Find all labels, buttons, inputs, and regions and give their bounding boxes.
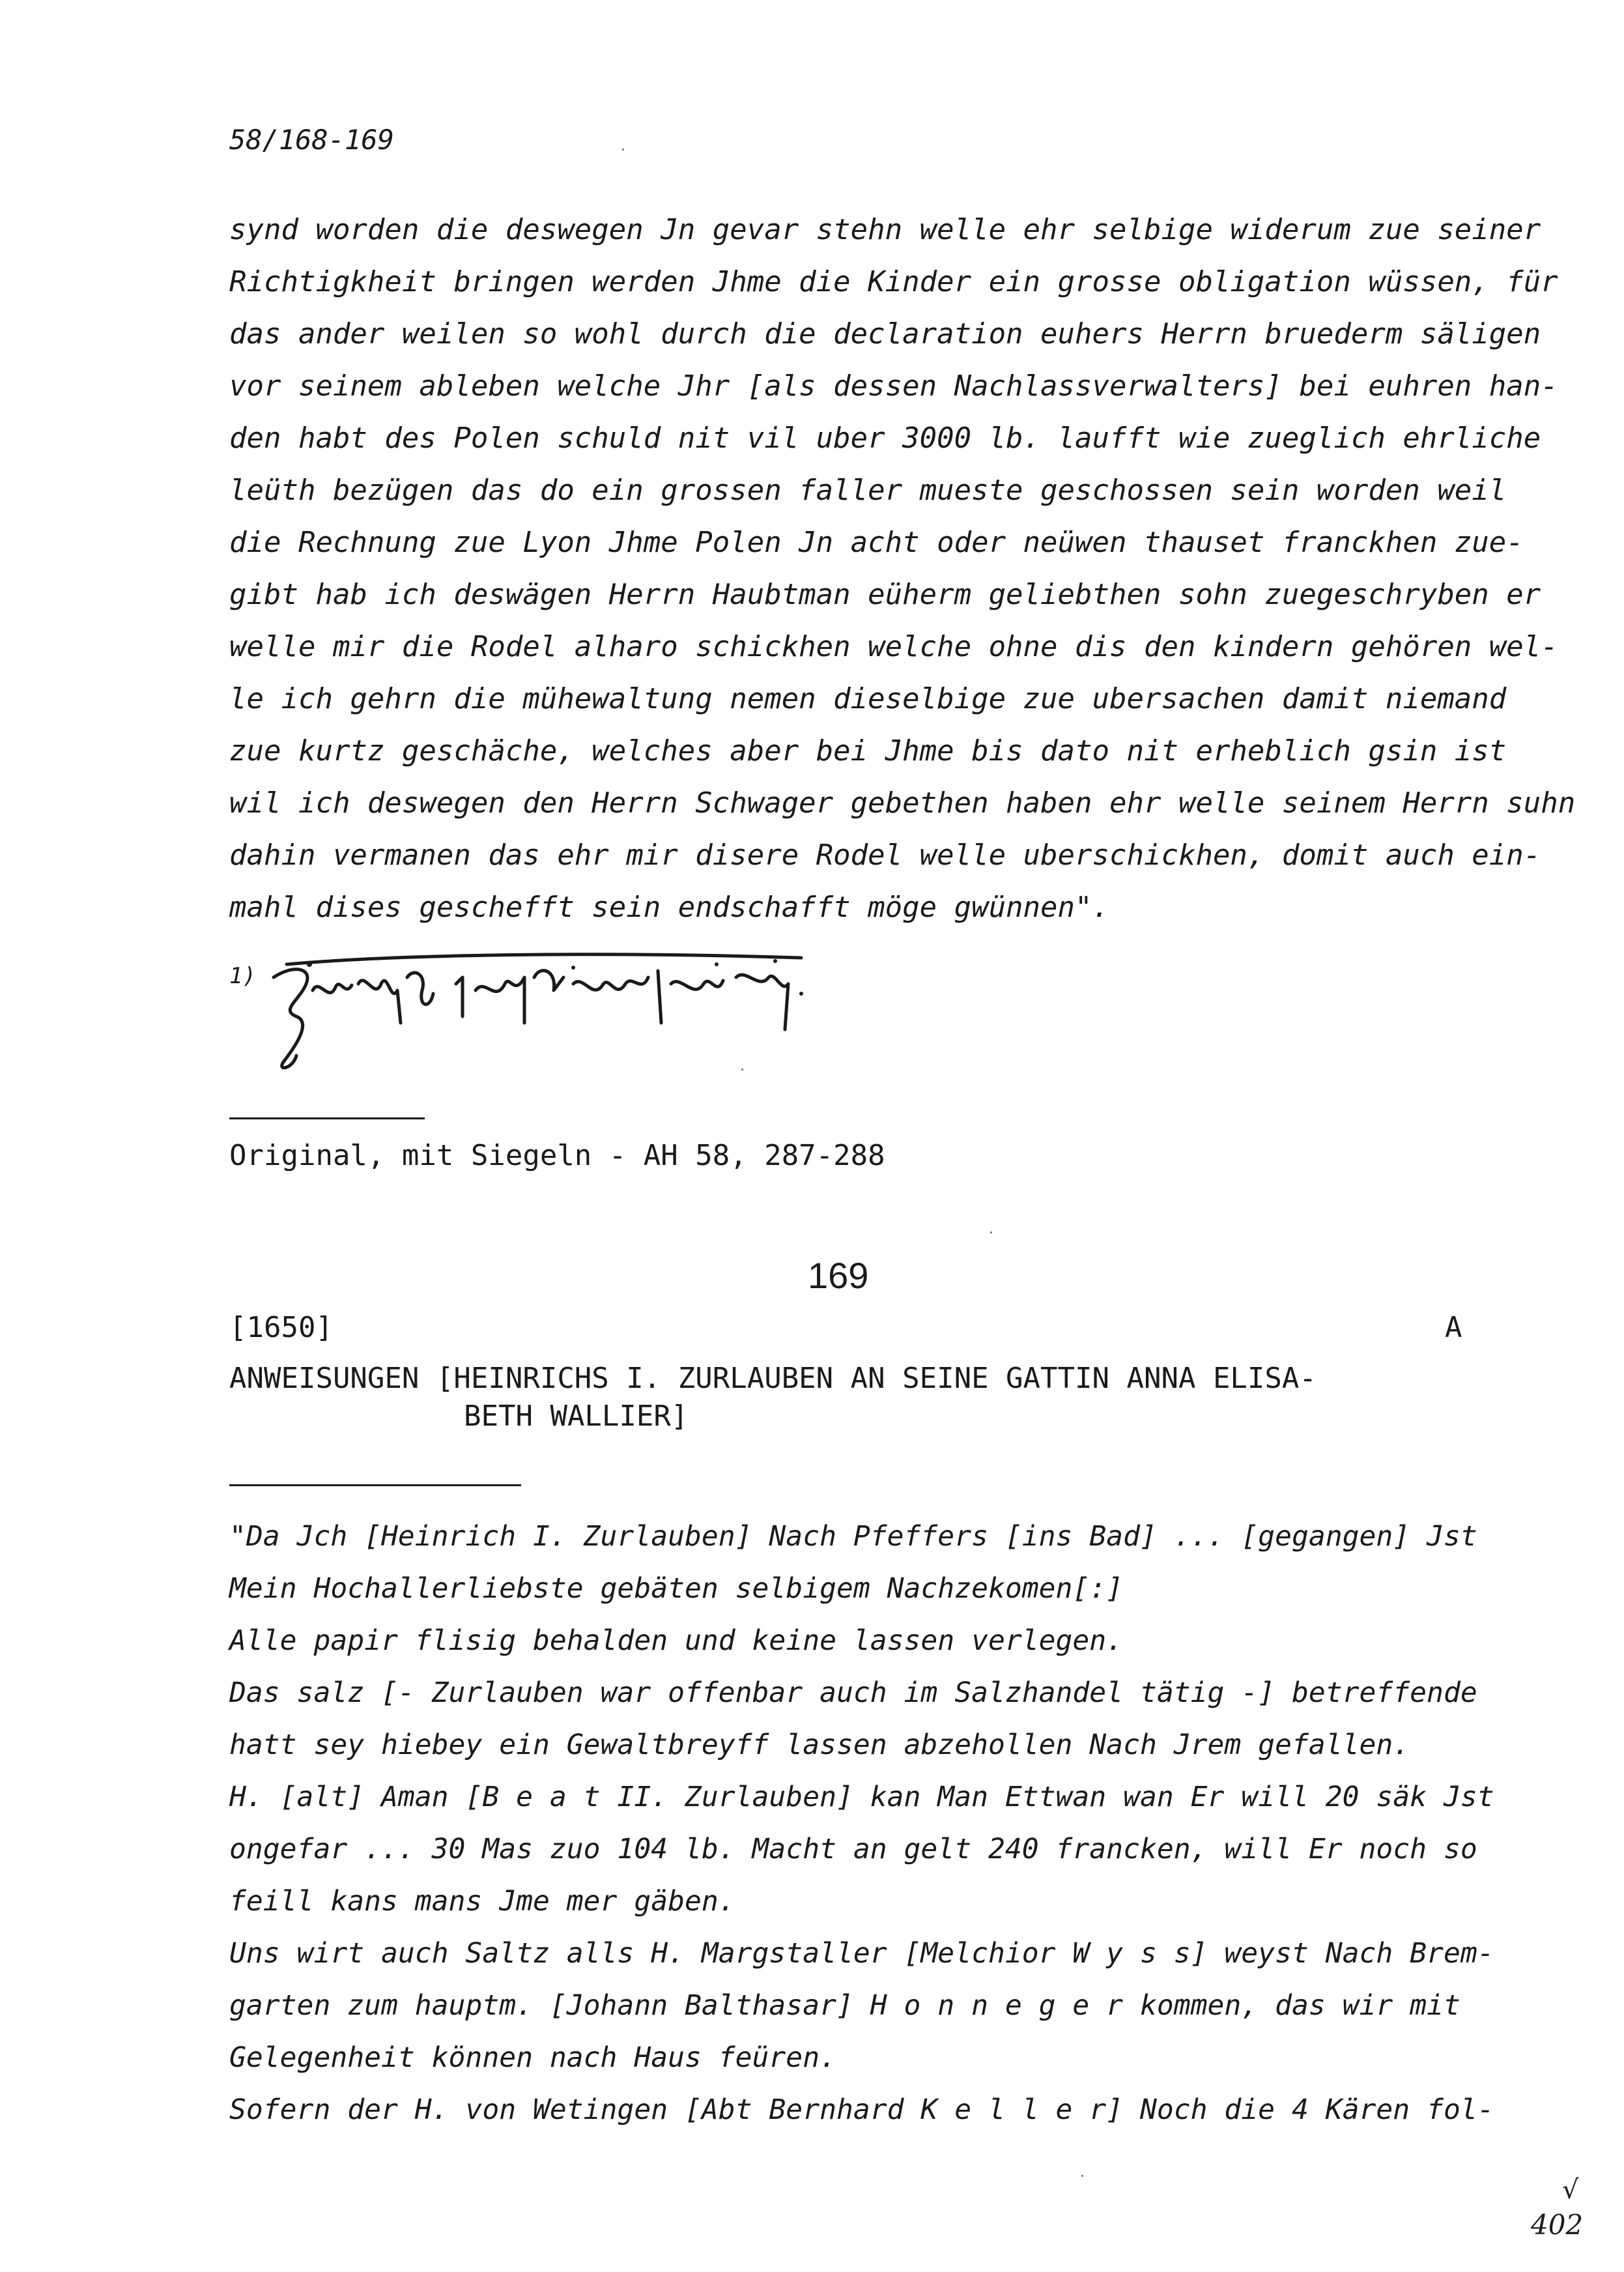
- text-line: zue kurtz geschäche, welches aber bei Jhme bis dato nit erheblich gsin ist: [229, 734, 1507, 768]
- letter-text-section: [229, 212, 1576, 942]
- scan-speck: [622, 149, 624, 151]
- text-line: Uns wirt auch Saltz alls H. Margstaller [Melchior W y s s] weyst Nach Brem-: [229, 1937, 1494, 1970]
- text-line: H. [alt] Aman [B e a t II. Zurlauben] kan Man Ettwan wan Er will 20 säk Jst: [229, 1781, 1494, 1813]
- text-line: leüth bezügen das do ein grossen faller mueste geschossen sein worden weil: [229, 474, 1507, 507]
- page-number: 402: [1531, 2209, 1584, 2241]
- scan-speck: [741, 1069, 743, 1071]
- text-line: le ich gehrn die mühewaltung nemen dieselbige zue ubersachen damit niemand: [229, 682, 1507, 715]
- text-line: ongefar ... 30 Mas zuo 104 lb. Macht an gelt 240 francken, will Er noch so: [229, 1833, 1477, 1865]
- separator-rule: [229, 1117, 425, 1119]
- text-line: die Rechnung zue Lyon Jhme Polen Jn acht oder neüwen thauset franckhen zue-: [229, 526, 1524, 559]
- text-line: welle mir die Rodel alharo schickhen welche ohne dis den kindern gehören wel-: [229, 630, 1558, 663]
- scan-speck: [990, 1231, 992, 1233]
- text-line: feill kans mans Jme mer gäben.: [229, 1885, 735, 1918]
- text-line: synd worden die deswegen Jn gevar stehn welle ehr selbige widerum zue seiner: [229, 213, 1541, 246]
- separator-rule: [229, 1484, 521, 1486]
- text-line: Sofern der H. von Wetingen [Abt Bernhard K e l l e r] Noch die 4 Kären fol-: [229, 2093, 1494, 2126]
- text-line: garten zum hauptm. [Johann Balthasar] H o n n e g e r kommen, das wir mit: [229, 1989, 1460, 2022]
- text-line: Gelegenheit können nach Haus feüren.: [229, 2041, 836, 2074]
- scan-speck: [1081, 2175, 1083, 2177]
- footnote-marker: 1): [229, 963, 256, 989]
- document-reference: 58/168-169: [229, 124, 394, 156]
- text-line: hatt sey hiebey ein Gewaltbreyff lassen abzehollen Nach Jrem gefallen.: [229, 1729, 1410, 1761]
- instructions-text-section: [229, 1518, 1493, 2144]
- check-mark: √: [1562, 2175, 1579, 2205]
- document-title-line-1: ANWEISUNGEN [HEINRICHS I. ZURLAUBEN AN SEINE GATTIN ANNA ELISA-: [229, 1362, 1317, 1395]
- document-marker: A: [1445, 1311, 1462, 1344]
- document-number: 169: [808, 1255, 869, 1296]
- text-line: Das salz [- Zurlauben war offenbar auch im Salzhandel tätig -] betreffende: [229, 1676, 1477, 1709]
- text-line: das ander weilen so wohl durch die declaration euhers Herrn bruederm säligen: [229, 317, 1541, 351]
- text-line: Richtigkheit bringen werden Jhme die Kinder ein grosse obligation wüssen, für: [229, 265, 1558, 298]
- text-line: den habt des Polen schuld nit vil uber 3000 lb. laufft wie zueglich ehrliche: [229, 422, 1541, 455]
- handwritten-signature-image: [267, 938, 814, 1075]
- text-line: wil ich deswegen den Herrn Schwager gebethen haben ehr welle seinem Herrn suhn: [229, 786, 1576, 820]
- text-line: "Da Jch [Heinrich I. Zurlauben] Nach Pfeffers [ins Bad] ... [gegangen] Jst: [229, 1520, 1477, 1553]
- text-line: Mein Hochallerliebste gebäten selbigem Nachzekomen[:]: [229, 1572, 1124, 1605]
- document-date: [1650]: [229, 1311, 333, 1344]
- text-line: Alle papir flisig behalden und keine lassen verlegen.: [229, 1624, 1124, 1657]
- source-note: Original, mit Siegeln - AH 58, 287-288: [229, 1139, 885, 1172]
- text-line: dahin vermanen das ehr mir disere Rodel welle uberschickhen, domit auch ein-: [229, 839, 1541, 872]
- text-line: gibt hab ich deswägen Herrn Haubtman eüherm geliebthen sohn zuegeschryben er: [229, 578, 1541, 611]
- text-line: mahl dises geschefft sein endschafft möge gwünnen".: [229, 891, 1110, 924]
- text-line: vor seinem ableben welche Jhr [als dessen Nachlassverwalters] bei euhren han-: [229, 369, 1558, 403]
- document-title-line-2: BETH WALLIER]: [464, 1400, 689, 1433]
